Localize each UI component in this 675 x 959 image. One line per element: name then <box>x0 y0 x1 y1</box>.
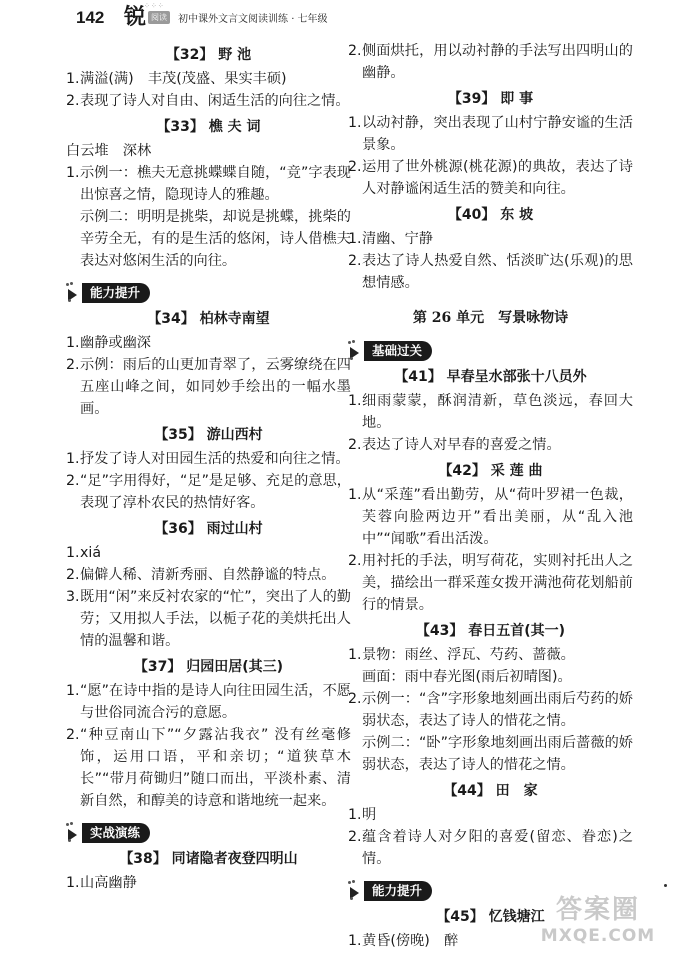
item-text: 抒发了诗人对田园生活的热爱和向往之情。 <box>80 451 350 467</box>
item-number: 2. <box>66 727 80 743</box>
running-header <box>124 6 328 28</box>
answer-item <box>66 90 351 112</box>
section-title-40: 【40】 东 坡 <box>447 207 534 223</box>
section-title-45: 【45】 忆钱塘江 <box>436 909 545 925</box>
item-text: “愿”在诗中指的是诗人向往田园生活，不愿与世俗同流合污的意愿。 <box>80 683 351 721</box>
item-number: 1. <box>66 875 80 891</box>
answer-item <box>348 112 633 156</box>
item-text: 示例一：樵夫无意挑蝶蝶自随，“竞”字表现出惊喜之情，隐现诗人的雅趣。 <box>80 165 351 203</box>
item-text: 示例：雨后的山更加青翠了，云雾缭绕在四五座山峰之间，如同妙手绘出的一幅水墨画。 <box>80 357 351 417</box>
section-title-39: 【39】 即 事 <box>447 91 534 107</box>
item-text: 蕴含着诗人对夕阳的喜爱(留恋、眷恋)之情。 <box>362 829 633 867</box>
watermark-url: MXQE.COM <box>540 926 656 946</box>
answer-continuation: 示例二：明明是挑柴，却说是挑蝶，挑柴的辛劳全无，有的是生活的悠闲，诗人借樵夫表达对悠闲生活的向往。 <box>80 209 351 269</box>
section-title-41: 【41】 早春呈水部张十八员外 <box>394 369 587 385</box>
item-number: 2. <box>66 357 80 373</box>
item-number: 2. <box>348 253 362 269</box>
item-text: 满溢(满) 丰茂(茂盛、果实丰硕) <box>80 71 287 87</box>
item-text: 明 <box>362 807 377 823</box>
section-badge <box>66 822 351 844</box>
answer-item <box>348 228 633 250</box>
item-number: 2. <box>348 43 362 59</box>
item-text: “足”字用得好，“足”是足够、充足的意思，表现了淳朴农民的热情好客。 <box>80 473 351 511</box>
item-number: 2. <box>348 829 362 845</box>
page-number: 142 <box>76 8 105 27</box>
item-text: 山高幽静 <box>80 875 137 891</box>
section-title-32: 【32】 野 池 <box>165 47 252 63</box>
item-number: 1. <box>348 807 362 823</box>
answer-item <box>66 470 351 514</box>
section-title-33: 【33】 樵 夫 词 <box>156 119 261 135</box>
answer-item <box>348 804 633 826</box>
answer-item <box>66 586 351 652</box>
item-text: 黄昏(傍晚) 醉 <box>362 933 459 949</box>
item-text: 用衬托的手法，明写荷花，实则衬托出人之美，描绘出一群采莲女拨开满池荷花划船前行的情景。 <box>362 553 633 613</box>
item-number: 1. <box>348 933 362 949</box>
watermark-logo: 答案圈 <box>555 895 640 925</box>
section-title-38: 【38】 同诸隐者夜登四明山 <box>119 851 298 867</box>
watermark <box>533 895 663 953</box>
item-number: 1. <box>66 451 80 467</box>
decorative-dots: ⁘⁘⁘ <box>144 2 165 10</box>
brand-logo: 锐 <box>124 4 147 30</box>
answer-item <box>348 826 633 870</box>
pen-nib-icon <box>348 881 362 901</box>
item-number: 3. <box>66 589 80 605</box>
section-title-44: 【44】 田 家 <box>443 783 538 799</box>
answer-continuation: 画面：雨中春光图(雨后初晴图)。 <box>362 669 572 685</box>
pen-nib-icon <box>348 341 362 361</box>
section-title-36: 【36】 雨过山村 <box>154 521 263 537</box>
item-number: 2. <box>348 553 362 569</box>
section-badge <box>66 282 351 304</box>
answer-item <box>66 680 351 724</box>
item-text: 示例一：“含”字形象地刻画出雨后芍药的娇弱状态，表达了诗人的惜花之情。 <box>362 691 633 729</box>
item-text: “种豆南山下”“夕露沾我衣” 没有丝毫修饰，运用口语，平和亲切；“道狭草木长”“带月荷锄归”随口而出，平淡朴素、清新自然，和醇美的诗意和谐地统一起来。 <box>80 727 351 809</box>
item-text: 幽静或幽深 <box>80 335 151 351</box>
answer-item <box>66 162 351 206</box>
item-text: 侧面烘托，用以动衬静的手法写出四明山的幽静。 <box>362 43 633 81</box>
item-number: 1. <box>66 683 80 699</box>
item-text: 表达了诗人热爱自然、恬淡旷达(乐观)的思想情感。 <box>362 253 633 291</box>
section-title-42: 【42】 采 莲 曲 <box>438 463 543 479</box>
answer-item <box>66 542 351 564</box>
item-number: 1. <box>348 487 362 503</box>
item-text: 表达了诗人对早春的喜爱之情。 <box>362 437 561 453</box>
section-title-43: 【43】 春日五首(其一) <box>415 623 566 639</box>
item-number: 1. <box>66 545 80 561</box>
item-text: xiá <box>80 545 102 561</box>
badge-label: 基础过关 <box>364 341 432 361</box>
answer-item <box>66 354 351 420</box>
item-text: 以动衬静，突出表现了山村宁静安谧的生活景象。 <box>362 115 633 153</box>
badge-label: 能力提升 <box>364 881 432 901</box>
section-title-35: 【35】 游山西村 <box>154 427 263 443</box>
item-number: 1. <box>66 335 80 351</box>
answer-item <box>348 434 633 456</box>
answer-item <box>66 872 351 894</box>
answer-line: 白云堆 深林 <box>66 143 152 159</box>
answer-item <box>348 40 633 84</box>
answer-item <box>348 390 633 434</box>
item-number: 1. <box>348 647 362 663</box>
answer-item <box>66 724 351 812</box>
answer-item <box>66 448 351 470</box>
item-number: 2. <box>66 473 80 489</box>
badge-label: 实战演练 <box>82 823 150 843</box>
item-number: 2. <box>66 93 80 109</box>
item-number: 1. <box>348 115 362 131</box>
item-number: 2. <box>66 567 80 583</box>
ink-speck <box>664 884 667 887</box>
item-number: 1. <box>66 71 80 87</box>
pen-nib-icon <box>66 283 80 303</box>
answer-item <box>66 564 351 586</box>
answer-item <box>348 644 633 666</box>
item-text: 运用了世外桃源(桃花源)的典故，表达了诗人对静谧闲适生活的赞美和向往。 <box>362 159 633 197</box>
answer-item <box>348 484 633 550</box>
item-text: 细雨蒙蒙，酥润清新，草色淡远，春回大地。 <box>362 393 633 431</box>
answer-item <box>348 250 633 294</box>
answer-item <box>66 332 351 354</box>
item-number: 1. <box>66 165 80 181</box>
item-number: 2. <box>348 437 362 453</box>
left-column <box>66 40 351 894</box>
brand-tag: 阅读 <box>148 11 170 24</box>
item-text: 偏僻人稀、清新秀丽、自然静谧的特点。 <box>80 567 336 583</box>
item-text: 从“采莲”看出勤劳，从“荷叶罗裙一色裁，芙蓉向脸两边开”看出美丽，从“乱入池中”“闻歌”看出活泼。 <box>362 487 633 547</box>
badge-label: 能力提升 <box>82 283 150 303</box>
book-title: 初中课外文言文阅读训练 · 七年级 <box>178 14 328 25</box>
right-column <box>348 40 633 952</box>
section-title-34: 【34】 柏林寺南望 <box>147 311 270 327</box>
item-number: 2. <box>348 159 362 175</box>
item-text: 景物：雨丝、浮瓦、芍药、蔷薇。 <box>362 647 575 663</box>
item-text: 清幽、宁静 <box>362 231 433 247</box>
item-text: 既用“闲”来反衬农家的“忙”，突出了人的勤劳；又用拟人手法，以栀子花的美烘托出人情的温馨和谐。 <box>80 589 351 649</box>
answer-item <box>348 550 633 616</box>
answer-item <box>66 68 351 90</box>
pen-nib-icon <box>66 823 80 843</box>
answer-item <box>348 156 633 200</box>
section-badge <box>348 340 633 362</box>
item-number: 2. <box>348 691 362 707</box>
item-number: 1. <box>348 231 362 247</box>
answer-item <box>348 688 633 732</box>
item-number: 1. <box>348 393 362 409</box>
answer-continuation: 示例二：“卧”字形象地刻画出雨后蔷薇的娇弱状态，表达了诗人的惜花之情。 <box>362 735 633 773</box>
section-title-37: 【37】 归园田居(其三) <box>133 659 284 675</box>
item-text: 表现了诗人对自由、闲适生活的向往之情。 <box>80 93 350 109</box>
unit-heading: 第 26 单元 写景咏物诗 <box>412 310 569 326</box>
